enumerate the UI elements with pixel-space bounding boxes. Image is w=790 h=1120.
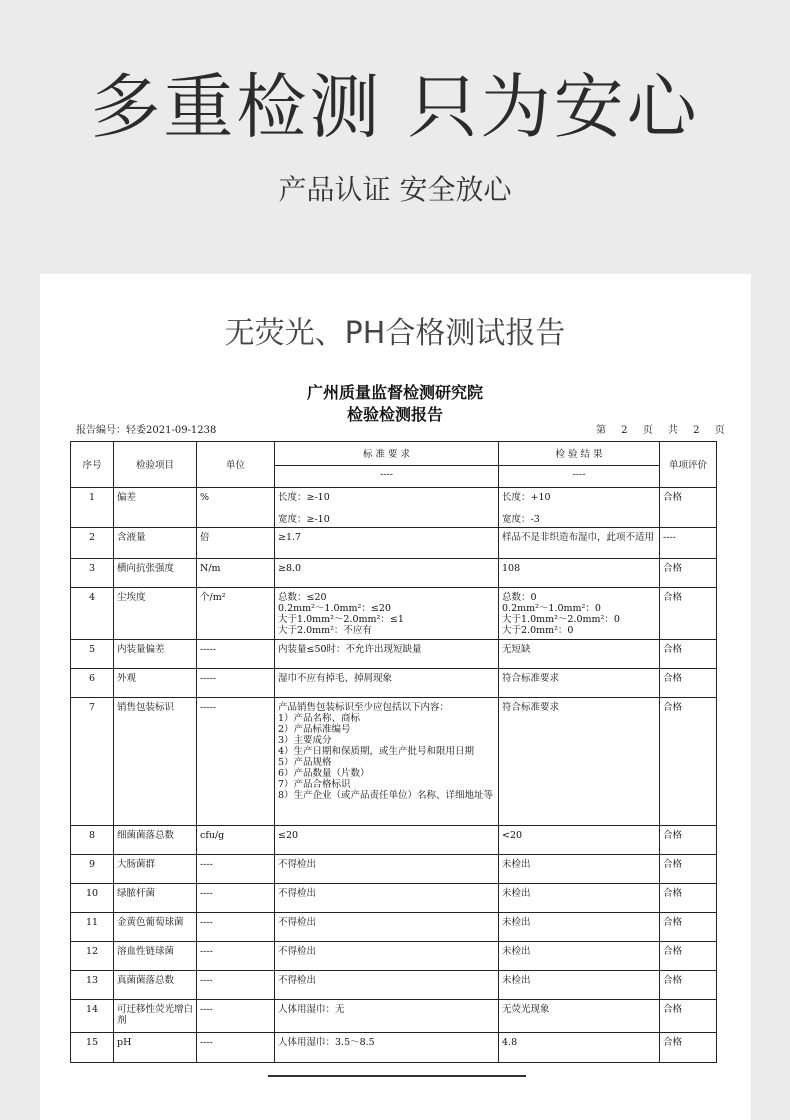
row-standard: 湿巾不应有掉毛、掉屑现象 bbox=[275, 669, 499, 698]
row-item: 金黄色葡萄球菌 bbox=[114, 913, 197, 942]
hero-subtitle: 产品认证 安全放心 bbox=[278, 173, 512, 206]
row-unit: ---- bbox=[197, 1033, 275, 1063]
table-row bbox=[71, 640, 717, 669]
row-unit: N/m bbox=[197, 559, 275, 588]
row-standard: 产品销售包装标识至少应包括以下内容： 1）产品名称、商标 2）产品标准编号 3）主要成分 4）生产日期和保质期，或生产批号和限用日期 5）产品规格 6）产品数量（片数） 7）产品合格标识 8）生产企业（或产品责任单位）名称、详细地址等 bbox=[275, 698, 499, 826]
row-unit: ----- bbox=[197, 669, 275, 698]
report-rows bbox=[71, 488, 717, 1063]
row-evaluation: ---- bbox=[660, 528, 717, 559]
row-item: 可迁移性荧光增白剂 bbox=[114, 1000, 197, 1033]
row-result: <20 bbox=[499, 826, 660, 855]
row-result: 样品不是非织造布湿巾，此项不适用 bbox=[499, 528, 660, 559]
row-evaluation: 合格 bbox=[660, 855, 717, 884]
row-standard: ≤20 bbox=[275, 826, 499, 855]
row-seq: 2 bbox=[71, 528, 114, 559]
row-result: 未检出 bbox=[499, 942, 660, 971]
header-standard-sub: ---- bbox=[275, 465, 499, 485]
row-unit: ---- bbox=[197, 855, 275, 884]
table-row bbox=[71, 826, 717, 855]
row-seq: 11 bbox=[71, 913, 114, 942]
row-evaluation: 合格 bbox=[660, 698, 717, 826]
row-result: 符合标准要求 bbox=[499, 698, 660, 826]
row-standard: 不得检出 bbox=[275, 913, 499, 942]
row-result: 4.8 bbox=[499, 1033, 660, 1063]
header-seq: 序号 bbox=[71, 442, 114, 488]
row-standard: 内装量≤50时：不允许出现短缺量 bbox=[275, 640, 499, 669]
header-result-sub: ---- bbox=[499, 465, 660, 485]
row-item: 溶血性链球菌 bbox=[114, 942, 197, 971]
header-item: 检验项目 bbox=[114, 442, 197, 488]
row-unit: 个/m² bbox=[197, 588, 275, 640]
row-unit: ---- bbox=[197, 884, 275, 913]
header-standard bbox=[275, 442, 499, 488]
report-number: 报告编号：轻委2021-09-1238 bbox=[76, 425, 217, 436]
table-row bbox=[71, 884, 717, 913]
table-row bbox=[71, 588, 717, 640]
row-result: 无荧光现象 bbox=[499, 1000, 660, 1033]
row-evaluation: 合格 bbox=[660, 669, 717, 698]
row-unit: 倍 bbox=[197, 528, 275, 559]
row-evaluation: 合格 bbox=[660, 884, 717, 913]
row-standard: 不得检出 bbox=[275, 884, 499, 913]
row-standard: 不得检出 bbox=[275, 942, 499, 971]
table-row bbox=[71, 855, 717, 884]
hero-title: 多重检测 只为安心 bbox=[90, 66, 700, 148]
institute-name: 广州质量监督检测研究院 bbox=[306, 383, 483, 402]
card-title: 无荧光、PH合格测试报告 bbox=[224, 316, 566, 351]
row-item: 含液量 bbox=[114, 528, 197, 559]
header-unit: 单位 bbox=[197, 442, 275, 488]
row-unit: ---- bbox=[197, 1000, 275, 1033]
row-seq: 12 bbox=[71, 942, 114, 971]
row-result: 未检出 bbox=[499, 971, 660, 1000]
row-unit: cfu/g bbox=[197, 826, 275, 855]
row-item: pH bbox=[114, 1033, 197, 1063]
row-standard: 长度：≥-10 宽度：≥-10 bbox=[275, 488, 499, 528]
report-table bbox=[70, 441, 717, 1063]
table-row bbox=[71, 559, 717, 588]
row-evaluation: 合格 bbox=[660, 488, 717, 528]
row-item: 内装量偏差 bbox=[114, 640, 197, 669]
row-standard: 人体用湿巾：3.5～8.5 bbox=[275, 1033, 499, 1063]
row-item: 外观 bbox=[114, 669, 197, 698]
row-result: 未检出 bbox=[499, 855, 660, 884]
table-row bbox=[71, 698, 717, 826]
table-row bbox=[71, 669, 717, 698]
row-item: 细菌菌落总数 bbox=[114, 826, 197, 855]
row-seq: 4 bbox=[71, 588, 114, 640]
row-evaluation: 合格 bbox=[660, 1033, 717, 1063]
row-seq: 5 bbox=[71, 640, 114, 669]
row-seq: 3 bbox=[71, 559, 114, 588]
row-item: 横向抗张强度 bbox=[114, 559, 197, 588]
row-unit: ---- bbox=[197, 971, 275, 1000]
row-unit: ---- bbox=[197, 942, 275, 971]
header-result-label: 检 验 结 果 bbox=[555, 448, 603, 460]
row-unit: ---- bbox=[197, 913, 275, 942]
row-evaluation: 合格 bbox=[660, 913, 717, 942]
row-unit: ----- bbox=[197, 640, 275, 669]
document-title: 检验检测报告 bbox=[346, 405, 443, 424]
table-row bbox=[71, 942, 717, 971]
row-seq: 10 bbox=[71, 884, 114, 913]
row-item: 尘埃度 bbox=[114, 588, 197, 640]
row-result: 符合标准要求 bbox=[499, 669, 660, 698]
row-result: 无短缺 bbox=[499, 640, 660, 669]
row-item: 偏差 bbox=[114, 488, 197, 528]
row-evaluation: 合格 bbox=[660, 1000, 717, 1033]
row-evaluation: 合格 bbox=[660, 826, 717, 855]
row-seq: 8 bbox=[71, 826, 114, 855]
row-result: 108 bbox=[499, 559, 660, 588]
row-evaluation: 合格 bbox=[660, 588, 717, 640]
row-unit: % bbox=[197, 488, 275, 528]
row-seq: 7 bbox=[71, 698, 114, 826]
page-info: 第 2 页 共 2 页 bbox=[596, 425, 731, 436]
row-evaluation: 合格 bbox=[660, 640, 717, 669]
row-standard: ≥1.7 bbox=[275, 528, 499, 559]
row-seq: 1 bbox=[71, 488, 114, 528]
row-seq: 9 bbox=[71, 855, 114, 884]
row-unit: ----- bbox=[197, 698, 275, 826]
header-standard-label: 标 准 要 求 bbox=[362, 448, 411, 460]
row-standard: 不得检出 bbox=[275, 855, 499, 884]
row-evaluation: 合格 bbox=[660, 971, 717, 1000]
row-item: 销售包装标识 bbox=[114, 698, 197, 826]
header-result bbox=[499, 442, 660, 488]
row-seq: 15 bbox=[71, 1033, 114, 1063]
row-item: 绿脓杆菌 bbox=[114, 884, 197, 913]
row-seq: 14 bbox=[71, 1000, 114, 1033]
table-row bbox=[71, 1033, 717, 1063]
row-seq: 13 bbox=[71, 971, 114, 1000]
table-row bbox=[71, 913, 717, 942]
header-evaluation: 单项评价 bbox=[660, 442, 717, 488]
row-item: 大肠菌群 bbox=[114, 855, 197, 884]
table-row bbox=[71, 528, 717, 559]
table-row bbox=[71, 1000, 717, 1033]
row-result: 总数：0 0.2mm²～1.0mm²：0 大于1.0mm²～2.0mm²：0 大于2.0mm²：0 bbox=[499, 588, 660, 640]
row-result: 未检出 bbox=[499, 913, 660, 942]
row-standard: ≥8.0 bbox=[275, 559, 499, 588]
row-result: 未检出 bbox=[499, 884, 660, 913]
table-row bbox=[71, 971, 717, 1000]
row-standard: 人体用湿巾：无 bbox=[275, 1000, 499, 1033]
row-standard: 不得检出 bbox=[275, 971, 499, 1000]
row-standard: 总数：≤20 0.2mm²～1.0mm²：≤20 大于1.0mm²～2.0mm²：≤1 大于2.0mm²：不应有 bbox=[275, 588, 499, 640]
table-row bbox=[71, 488, 717, 528]
row-evaluation: 合格 bbox=[660, 942, 717, 971]
row-item: 真菌菌落总数 bbox=[114, 971, 197, 1000]
row-seq: 6 bbox=[71, 669, 114, 698]
row-result: 长度：+10 宽度：-3 bbox=[499, 488, 660, 528]
bottom-divider bbox=[268, 1075, 526, 1077]
row-evaluation: 合格 bbox=[660, 559, 717, 588]
